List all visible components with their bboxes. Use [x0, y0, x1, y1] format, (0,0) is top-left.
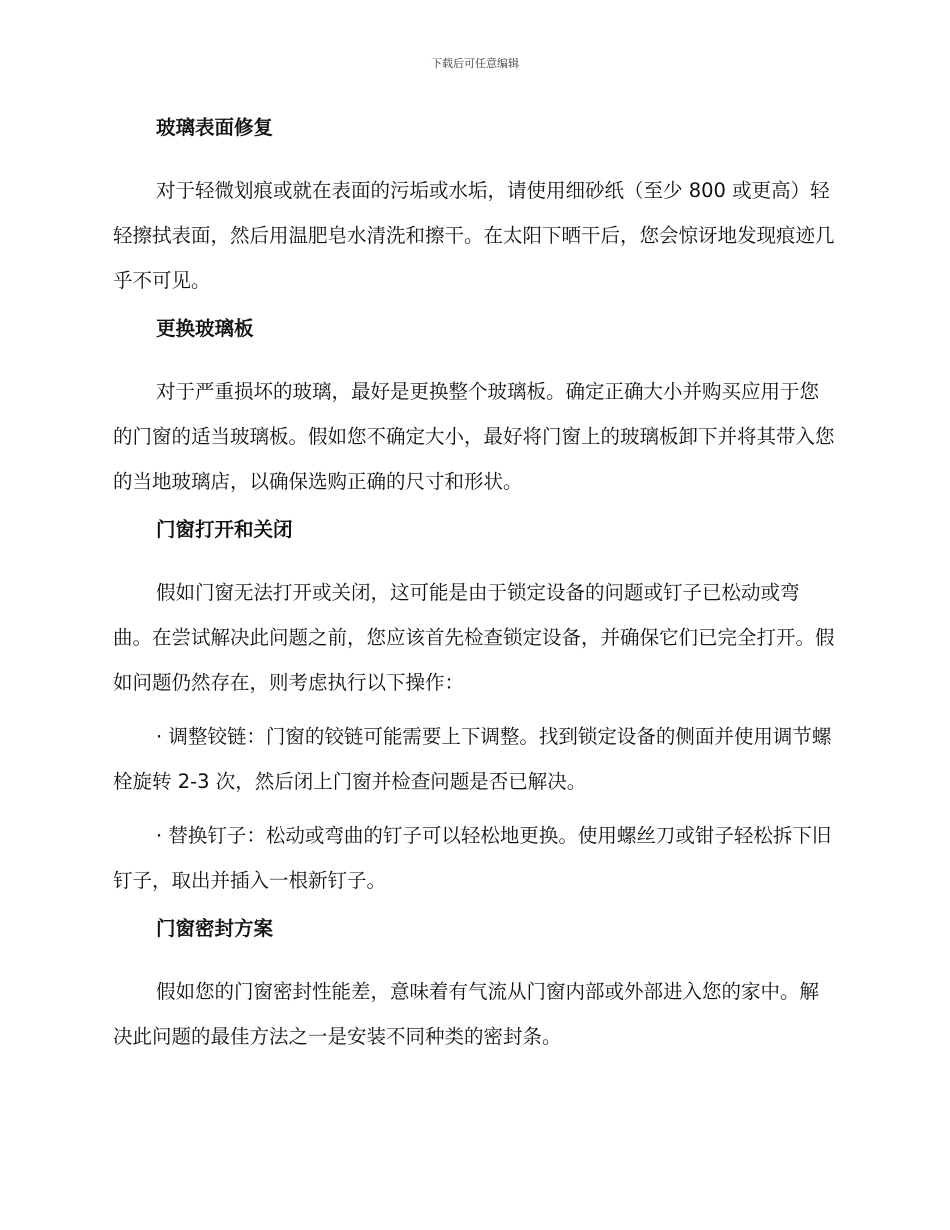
section-heading: 门窗打开和关闭 — [156, 518, 293, 541]
paragraph: 假如门窗无法打开或关闭，这可能是由于锁定设备的问题或钉子已松动或弯曲。在尝试解决此问题之前，您应该首先检查锁定设备，并确保它们已完全打开。假如问题仍然存在，则考虑执行以下操作： — [113, 581, 835, 694]
bullet-adjust-hinge: · 调整铰链：门窗的铰链可能需要上下调整。找到锁定设备的侧面并使用调节螺栓旋转 2-3 次，然后闭上门窗并检查问题是否已解决。 — [113, 725, 832, 793]
section-heading: 玻璃表面修复 — [156, 116, 274, 139]
section-heading: 门窗密封方案 — [156, 917, 274, 940]
paragraph: 假如您的门窗密封性能差，意味着有气流从门窗内部或外部进入您的家中。解决此问题的最佳方法之一是安装不同种类的密封条。 — [113, 980, 820, 1048]
section-replace-glass-panel — [113, 312, 835, 504]
page-header: 下载后可任意编辑 — [431, 57, 519, 70]
bullet-replace-nail: · 替换钉子：松动或弯曲的钉子可以轻松地更换。使用螺丝刀或钳子轻松拆下旧钉子，取出并插入一根新钉子。 — [113, 824, 832, 892]
paragraph: 对于严重损坏的玻璃，最好是更换整个玻璃板。确定正确大小并购买应用于您的门窗的适当玻璃板。假如您不确定大小，最好将门窗上的玻璃板卸下并将其带入您的当地玻璃店，以确保选购正确的尺寸和形状。 — [113, 380, 835, 493]
section-glass-surface-repair — [113, 111, 835, 303]
document-body — [113, 111, 835, 1068]
paragraph: 对于轻微划痕或就在表面的污垢或水垢，请使用细砂纸（至少 800 或更高）轻轻擦拭表面，然后用温肥皂水清洗和擦干。在太阳下晒干后，您会惊讶地发现痕迹几乎不可见。 — [113, 179, 835, 292]
section-heading: 更换玻璃板 — [156, 317, 254, 340]
section-door-open-close — [113, 513, 835, 903]
section-door-sealing — [113, 912, 835, 1059]
